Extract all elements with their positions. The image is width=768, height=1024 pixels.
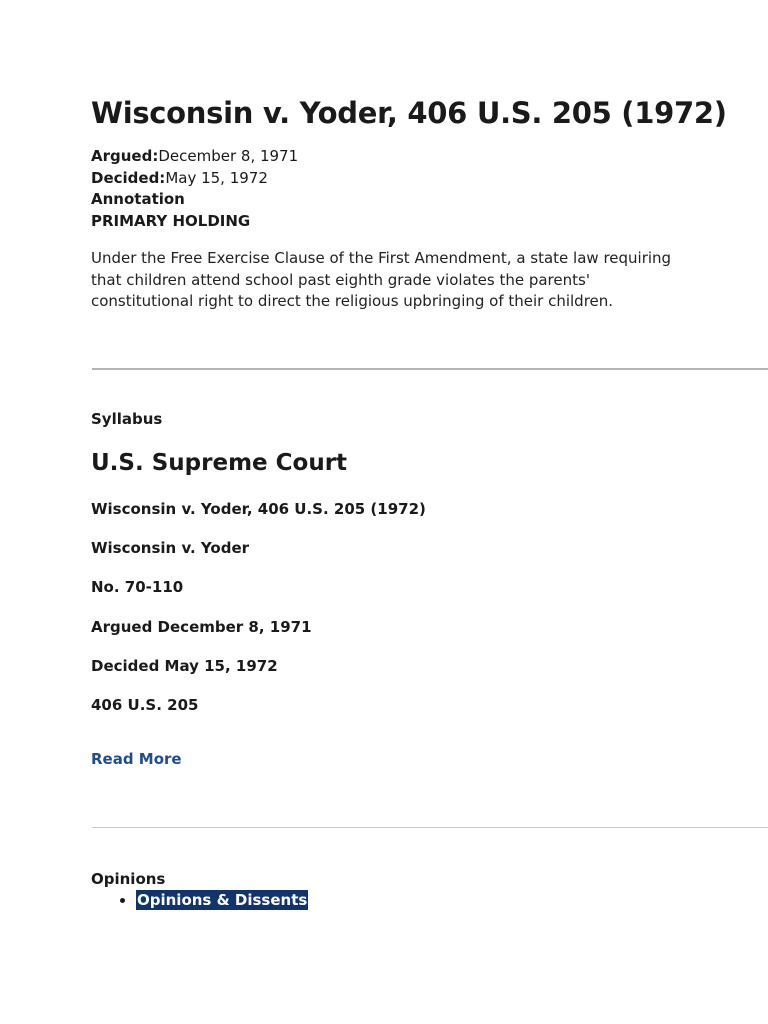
syllabus-case-name: Wisconsin v. Yoder [91, 539, 250, 557]
primary-holding-label: PRIMARY HOLDING [91, 211, 251, 230]
court-heading: U.S. Supreme Court [91, 450, 348, 476]
decided-label: Decided: [91, 168, 166, 187]
opinions-list [91, 890, 308, 911]
list-item [136, 890, 308, 911]
syllabus-docket-number: No. 70-110 [91, 578, 184, 596]
section-divider [92, 827, 768, 828]
syllabus-decided-date: Decided May 15, 1972 [91, 657, 278, 675]
syllabus-argued-date: Argued December 8, 1971 [91, 618, 312, 636]
section-divider [92, 368, 768, 370]
syllabus-label: Syllabus [91, 410, 163, 428]
argued-value: December 8, 1971 [158, 147, 299, 165]
opinions-dissents-link[interactable]: Opinions & Dissents [137, 891, 308, 909]
syllabus-reporter-citation: 406 U.S. 205 [91, 696, 199, 714]
case-title: Wisconsin v. Yoder, 406 U.S. 205 (1972) [91, 96, 727, 130]
argued-row [91, 146, 298, 168]
case-meta [91, 146, 298, 232]
syllabus-case-citation: Wisconsin v. Yoder, 406 U.S. 205 (1972) [91, 500, 426, 518]
opinions-label: Opinions [91, 870, 166, 888]
primary-holding-text: Under the Free Exercise Clause of the First Amendment, a state law requiring that children attend school past eighth grade violates the parents' constitutional right to direct the religious upbringing of their children. [91, 249, 672, 310]
decided-value: May 15, 1972 [165, 168, 268, 187]
read-more-link[interactable]: Read More [91, 750, 182, 768]
decided-row [91, 168, 298, 190]
annotation-label: Annotation [91, 190, 185, 208]
argued-label: Argued: [91, 147, 159, 165]
